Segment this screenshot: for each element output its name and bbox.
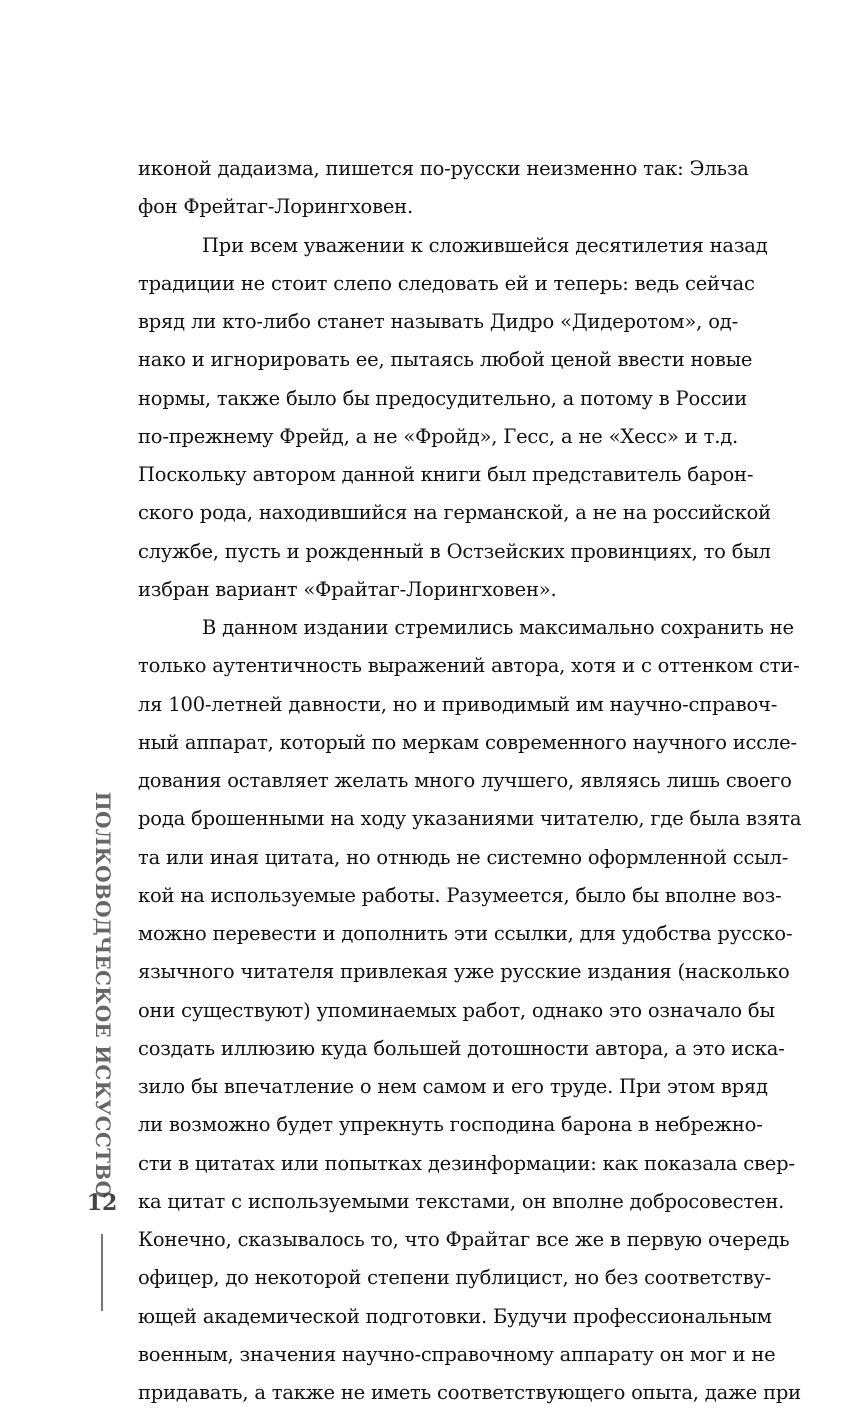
text-line: можно перевести и дополнить эти ссылки, для удобства русско-	[138, 922, 793, 945]
text-line: При всем уважении к сложившейся десятилетия назад	[202, 233, 768, 257]
margin-rule	[101, 1234, 103, 1311]
body-text	[138, 150, 802, 1412]
text-line: фон Фрейтаг-Лорингховен.	[138, 195, 413, 219]
text-line: ли возможно будет упрекнуть господина барона в небрежно-	[138, 1113, 763, 1137]
text-line: Конечно, сказывалось то, что Фрайтаг все же в первую очередь	[138, 1228, 790, 1251]
text-line: ского рода, находившийся на германской, а не на российской	[138, 501, 771, 525]
text-line: сти в цитатах или попытках дезинформации: как показала свер-	[138, 1151, 795, 1175]
text-line: нормы, также было бы предосудительно, а потому в России	[138, 386, 748, 410]
text-line: иконой дадаизма, пишется по-русски неизменно так: Эльза	[138, 157, 749, 180]
text-line: дования оставляет желать много лучшего, являясь лишь своего	[138, 769, 792, 792]
text-line: по-прежнему Фрейд, а не «Фройд», Гесс, а не «Хесс» и т.д.	[138, 424, 738, 448]
text-line: они существуют) упоминаемых работ, однако это означало бы	[138, 998, 775, 1022]
text-line: службе, пусть и рожденный в Остзейских провинциях, то был	[138, 539, 771, 563]
text-line: та или иная цитата, но отнюдь не системно оформленной ссыл-	[138, 845, 789, 869]
text-line: избран вариант «Фрайтаг-Лорингховен».	[138, 577, 557, 601]
text-line: зило бы впечатление о нем самом и его труде. При этом вряд	[138, 1075, 768, 1098]
text-line: офицер, до некоторой степени публицист, но без соответству-	[138, 1266, 772, 1290]
text-line: ка цитат с используемыми текстами, он вполне добросовестен.	[138, 1189, 785, 1213]
text-line: вряд ли кто-либо станет называть Дидро «Дидеротом», од-	[138, 310, 738, 333]
text-line: рода брошенными на ходу указаниями читателю, где была взята	[138, 807, 802, 831]
text-line: кой на используемые работы. Разумеется, было бы вполне воз-	[138, 883, 782, 907]
text-line: Поскольку автором данной книги был представитель барон-	[138, 463, 754, 486]
text-line: ющей академической подготовки. Будучи профессиональным	[138, 1304, 772, 1328]
text-line: традиции не стоит слепо следовать ей и теперь: ведь сейчас	[138, 271, 755, 295]
text-line: придавать, а также не иметь соответствующего опыта, даже при	[138, 1381, 801, 1404]
text-line: только аутентичность выражений автора, хотя и с оттенком сти-	[138, 654, 800, 678]
text-line: нако и игнорировать ее, пытаясь любой ценой ввести новые	[138, 348, 753, 372]
text-line: ный аппарат, который по меркам современного научного иссле-	[138, 730, 797, 754]
text-line: ля 100-летней давности, но и приводимый им научно-справоч-	[138, 692, 778, 716]
running-head	[83, 791, 123, 1199]
text-line: язычного читателя привлекая уже русские издания (насколько	[138, 960, 790, 984]
text-line: создать иллюзию куда большей дотошности автора, а это иска-	[138, 1036, 785, 1060]
text-line: В данном издании стремились максимально сохранить не	[202, 616, 794, 639]
text-line: военным, значения научно-справочному аппарату он мог и не	[138, 1342, 776, 1366]
page-number: 12	[86, 1190, 118, 1216]
running-head-title: ПОЛКОВОДЧЕСКОЕ ИСКУССТВО	[91, 791, 115, 1199]
